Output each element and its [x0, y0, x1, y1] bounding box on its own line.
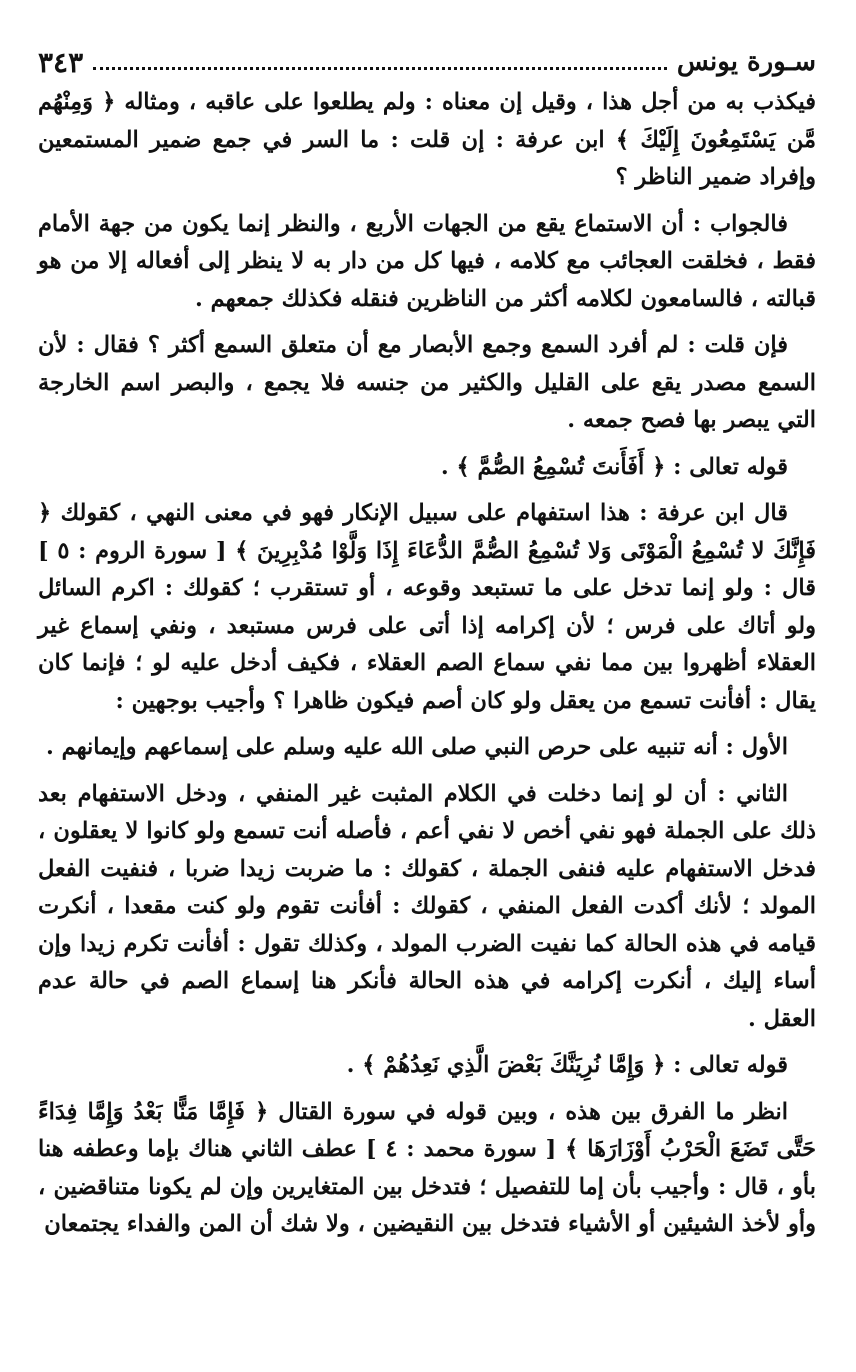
verse-heading: قوله تعالى : ﴿ وَإِمَّا نُرِيَنَّكَ بَعْضَ الَّذِي نَعِدُهُمْ ﴾ .	[346, 1052, 788, 1078]
page-header	[38, 42, 816, 82]
header-dotted-leader	[93, 67, 667, 70]
paragraph: فالجواب : أن الاستماع يقع من الجهات الأربع ، والنظر إنما يكون من جهة الأمام فقط ، فخلقت العجائب مع كلامه ، فيها كل من دار به لا ينظر إلى أفعاله إلا من هو قبالته ، فالسامعون لكلامه أكثر من الناظرين فنقله فكذلك جمعهم .	[38, 210, 816, 312]
paragraph: فيكذب به من أجل هذا ، وقيل إن معناه : ولم يطلعوا على عاقبه ، ومثاله ﴿ وَمِنْهُم مَّن يَسْتَمِعُونَ إِلَيْكَ ﴾ ابن عرفة : إن قلت : ما السر في جمع ضمير المستمعين وإفراد ضمير الناظر ؟	[38, 89, 816, 190]
paragraph: فإن قلت : لم أفرد السمع وجمع الأبصار مع أن متعلق السمع أكثر ؟ فقال : لأن السمع مصدر يقع على القليل والكثير من جنسه فلا يجمع ، والبصر اسم الخارجة التي يبصر بها فصح جمعه .	[38, 332, 816, 433]
page-body	[38, 84, 816, 1244]
paragraph: الأول : أنه تنبيه على حرص النبي صلى الله عليه وسلم على إسماعهم وإيمانهم .	[46, 734, 788, 760]
surah-title: سـورة يونس	[676, 47, 816, 77]
paragraph: انظر ما الفرق بين هذه ، وبين قوله في سورة القتال ﴿ فَإِمَّا مَنًّا بَعْدُ وَإِمَّا فِدَاءً حَتَّى تَضَعَ الْحَرْبُ أَوْزَارَهَا ﴾ [ سورة محمد : ٤ ] عطف الثاني هناك بإما وعطفه هنا بأو ، قال : وأجيب بأن إما للتفصيل ؛ فتدخل بين المتغايرين وإن لم يكونا متناقضين ، وأو لأخذ الشيئين أو الأشياء فتدخل بين النقيضين ، ولا شك أن المن والفداء يجتمعان	[38, 1098, 817, 1237]
page-number: ٣٤٣	[38, 45, 84, 79]
paragraph: قال ابن عرفة : هذا استفهام على سبيل الإنكار فهو في معنى النهي ، كقولك ﴿ فَإِنَّكَ لا تُسْمِعُ الْمَوْتَى وَلا تُسْمِعُ الصُّمَّ الدُّعَاءَ إِذَا وَلَّوْا مُدْبِرِينَ ﴾ [ سورة الروم : ٥ ] قال : ولو إنما تدخل على ما تستبعد وقوعه ، أو تستقرب ؛ كقولك : اكرم السائل ولو أتاك على فرس ؛ لأن إكرامه إذا أتى على فرس مستبعد ، ونفي إسماع غير العقلاء أظهروا بين مما نفي سماع الصم العقلاء ، فكيف أدخل عليه لو ؛ فإنما كان يقال : أفأنت تسمع من يعقل ولو كان أصم فيكون ظاهرا ؟ وأجيب بوجهين :	[38, 500, 816, 714]
paragraph: الثاني : أن لو إنما دخلت في الكلام المثبت غير المنفي ، ودخل الاستفهام بعد ذلك على الجملة فهو نفي أخص لا نفي أعم ، فأصله أنت تسمع ولو كانوا لا يعقلون ، فدخل الاستفهام عليه فنفى الجملة ، كقولك : ما ضربت زيدا ضربا ، فنفيت الفعل المولد ؛ لأنك أكدت الفعل المنفي ، كقولك : أفأنت تقوم ولو كنت مقعدا ، أنكرت قيامه في هذه الحالة كما نفيت الضرب المولد ، وكذلك تقول : أفأنت تكرم زيدا وإن أساء إليك ، أنكرت إكرامه في هذه الحالة فأنكر هنا إسماع الصم في حالة عدم العقل .	[38, 780, 816, 1032]
verse-heading: قوله تعالى : ﴿ أَفَأَنتَ تُسْمِعُ الصُّمَّ ﴾ .	[440, 453, 788, 480]
